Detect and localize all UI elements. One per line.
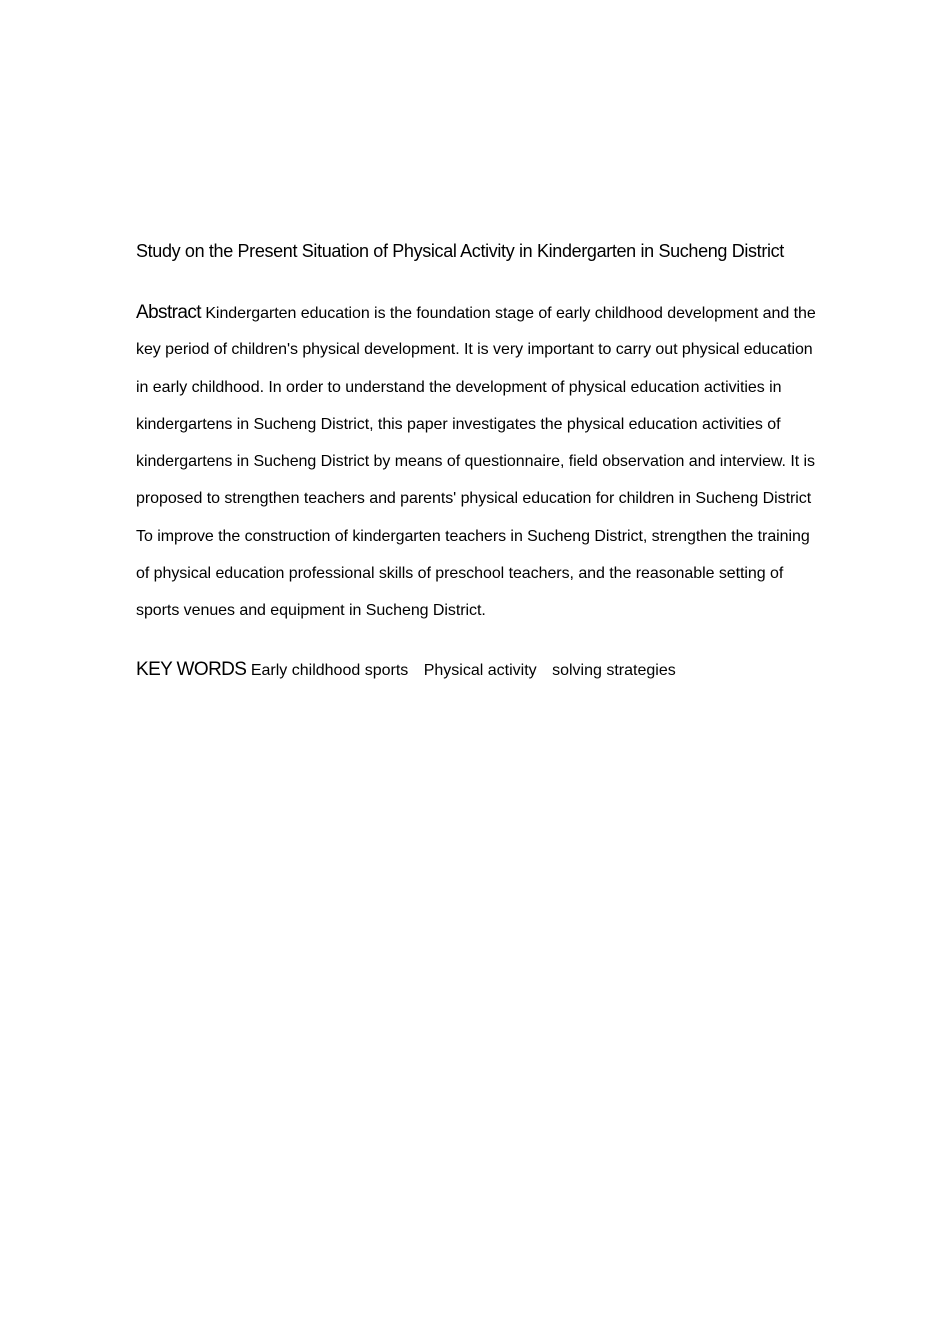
keyword-item: solving strategies [552, 662, 676, 679]
abstract-line: To improve the construction of kindergarten teachers in Sucheng District, strengthen the training [136, 527, 810, 545]
abstract-line: kindergartens in Sucheng District by means of questionnaire, field observation and interview. It is [136, 453, 815, 471]
abstract-label: Abstract [136, 302, 201, 323]
abstract-line: of physical education professional skills of preschool teachers, and the reasonable setting of [136, 565, 784, 583]
keyword-item: Early childhood sports [250, 662, 409, 679]
abstract-line: sports venues and equipment in Sucheng District. [136, 602, 486, 620]
abstract-line [136, 294, 871, 331]
abstract-section [136, 294, 871, 630]
keywords-section [136, 654, 871, 687]
abstract-line: kindergartens in Sucheng District, this paper investigates the physical education activities of [136, 415, 781, 433]
keywords-label: KEY WORDS [136, 659, 247, 680]
abstract-line: key period of children's physical development. It is very important to carry out physical education [136, 341, 813, 359]
abstract-text: Kindergarten education is the foundation stage of early childhood development and the [205, 305, 816, 322]
paper-title: Study on the Present Situation of Physical Activity in Kindergarten in Sucheng District [136, 241, 784, 261]
abstract-line: in early childhood. In order to understand the development of physical education activities in [136, 378, 782, 396]
abstract-line: proposed to strengthen teachers and parents' physical education for children in Sucheng District [136, 490, 812, 508]
keyword-item: Physical activity [423, 662, 537, 679]
